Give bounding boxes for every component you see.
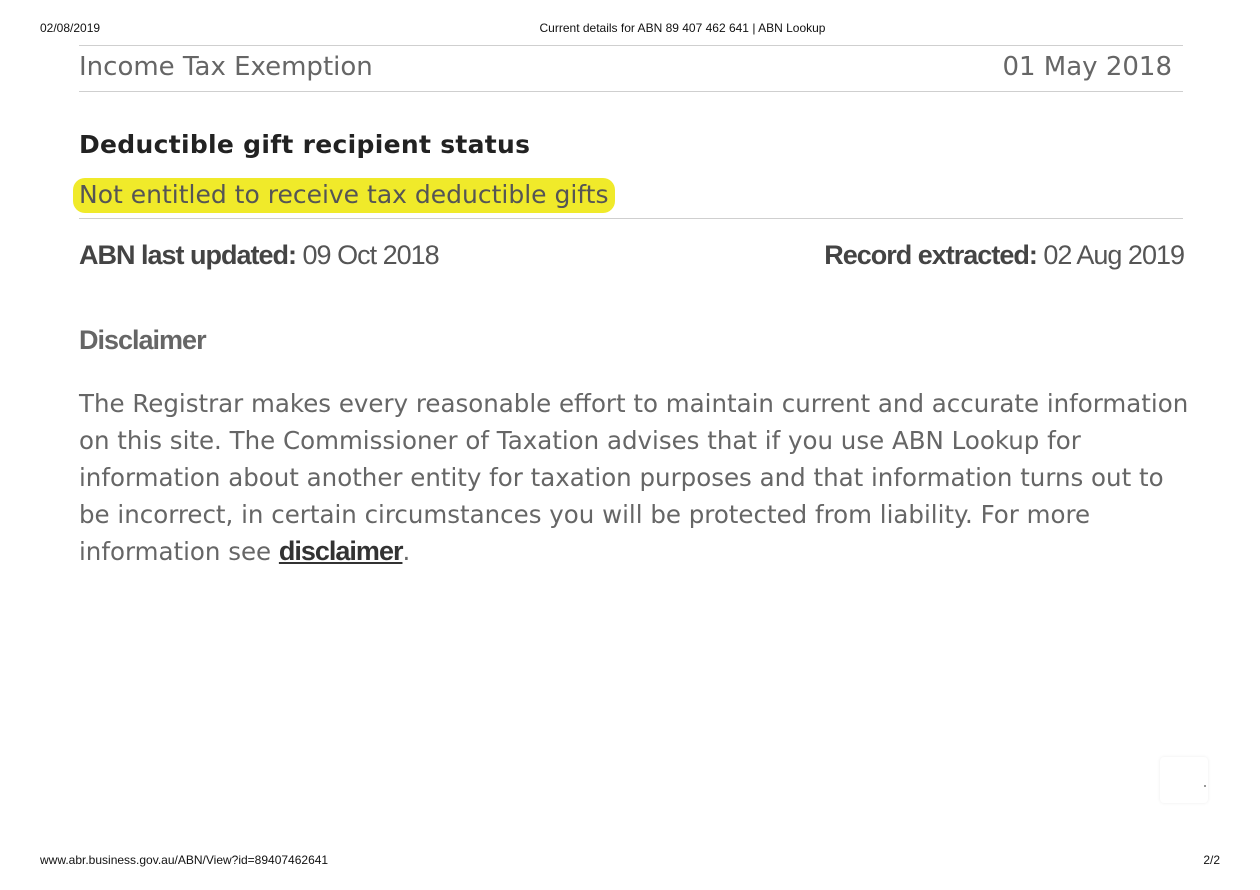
income-tax-exemption-label: Income Tax Exemption xyxy=(79,52,373,82)
dgr-status-value-highlighted: Not entitled to receive tax deductible gifts xyxy=(73,178,615,213)
record-extracted-value: 02 Aug 2019 xyxy=(1043,240,1184,270)
back-to-top-icon xyxy=(1204,785,1206,787)
disclaimer-link[interactable]: disclaimer xyxy=(278,536,403,566)
print-url: www.abr.business.gov.au/ABN/View?id=89407462641 xyxy=(40,853,329,867)
dgr-status-heading: Deductible gift recipient status xyxy=(79,130,531,159)
divider xyxy=(79,91,1183,92)
print-date: 02/08/2019 xyxy=(40,21,101,35)
print-page-number: 2/2 xyxy=(1203,853,1220,867)
abn-last-updated xyxy=(79,240,439,271)
record-extracted-label: Record extracted: xyxy=(824,240,1037,270)
back-to-top-button[interactable] xyxy=(1160,757,1208,803)
income-tax-exemption-date: 01 May 2018 xyxy=(1002,52,1172,82)
divider xyxy=(79,218,1183,219)
print-page-title: Current details for ABN 89 407 462 641 | ABN Lookup xyxy=(539,21,826,35)
disclaimer-heading: Disclaimer xyxy=(79,325,206,355)
disclaimer-trailing: . xyxy=(402,537,411,566)
record-extracted xyxy=(824,240,1184,271)
abn-last-updated-label: ABN last updated: xyxy=(79,240,297,270)
disclaimer-text: The Registrar makes every reasonable effort to maintain current and accurate information on this site. The Commissioner of Taxation advises that if you use ABN Lookup for information about another entity for taxation purposes and that information turns out to be incorrect, in certain circumstances you will be protected from liability. For more information see xyxy=(79,389,1189,566)
divider xyxy=(79,45,1183,46)
disclaimer-body xyxy=(79,385,1189,570)
abn-last-updated-value: 09 Oct 2018 xyxy=(302,240,439,270)
